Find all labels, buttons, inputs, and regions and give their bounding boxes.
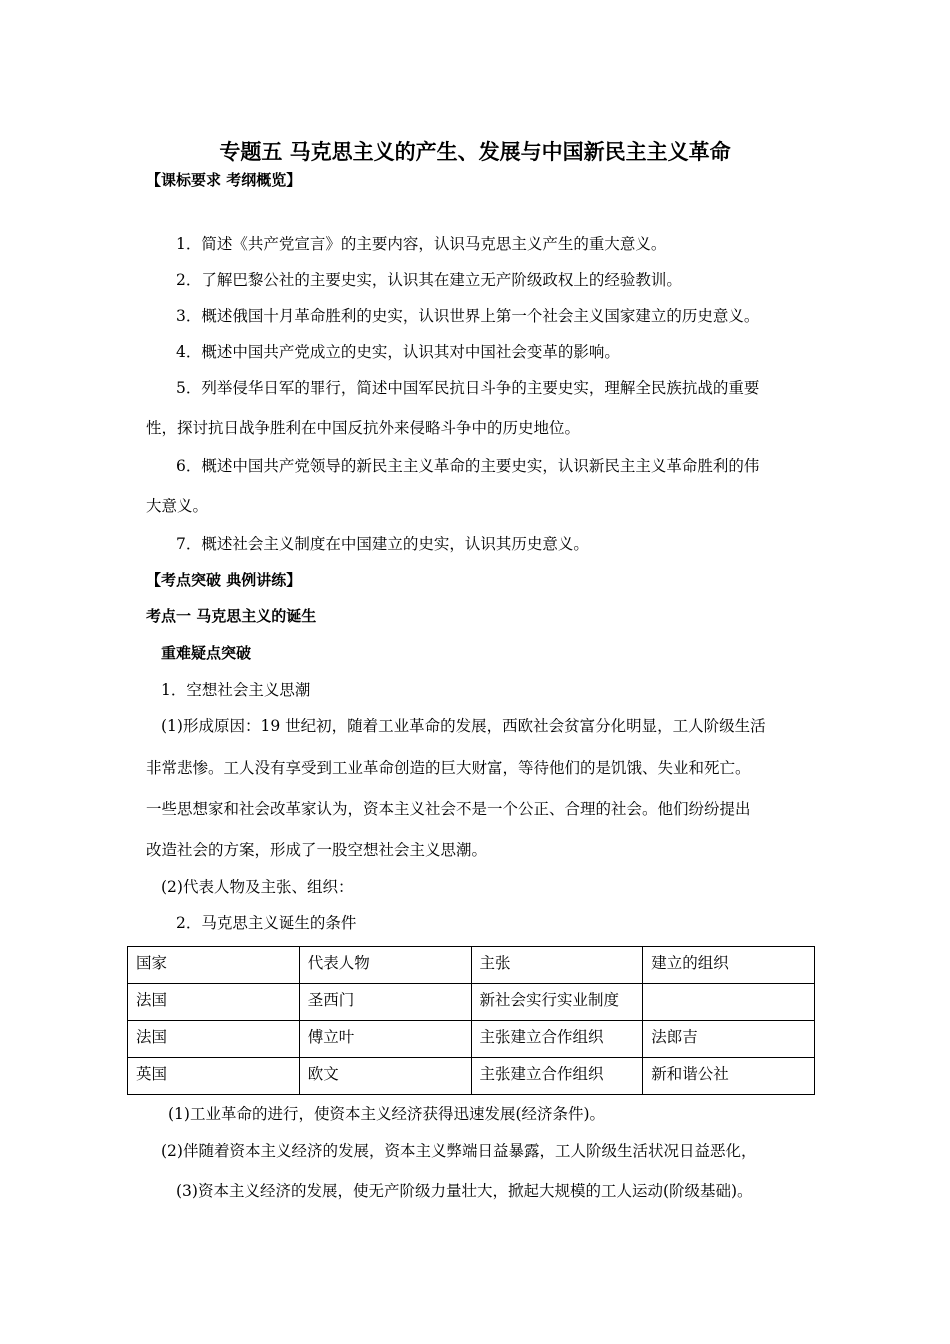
table-header-cell: 主张 xyxy=(471,947,643,984)
table-cell xyxy=(643,984,815,1021)
paragraph-line: 改造社会的方案，形成了一股空想社会主义思潮。 xyxy=(146,841,488,859)
condition-item: (3)资本主义经济的发展，使无产阶级力量壮大，掀起大规模的工人运动(阶级基础)。 xyxy=(176,1182,753,1200)
table-cell: 圣西门 xyxy=(299,984,471,1021)
point-heading: 考点一 马克思主义的诞生 xyxy=(146,607,317,625)
table-cell: 英国 xyxy=(128,1058,300,1095)
table-header-cell: 建立的组织 xyxy=(643,947,815,984)
table-cell: 法郎吉 xyxy=(643,1021,815,1058)
subheading: 重难疑点突破 xyxy=(161,644,252,662)
requirement-item: 6．概述中国共产党领导的新民主主义革命的主要史实，认识新民主主义革命胜利的伟 xyxy=(176,457,760,475)
condition-item: (2)伴随着资本主义经济的发展，资本主义弊端日益暴露，工人阶级生活状况日益恶化， xyxy=(161,1142,757,1160)
page-title: 专题五 马克思主义的产生、发展与中国新民主主义革命 xyxy=(219,140,731,164)
requirement-item: 5．列举侵华日军的罪行，简述中国军民抗日斗争的主要史实，理解全民族抗战的重要 xyxy=(176,379,760,397)
table-cell: 新和谐公社 xyxy=(643,1058,815,1095)
table-row xyxy=(128,984,815,1021)
item-title: 1．空想社会主义思潮 xyxy=(161,681,311,699)
requirement-item: 7．概述社会主义制度在中国建立的史实，认识其历史意义。 xyxy=(176,535,589,553)
table-row xyxy=(128,1058,815,1095)
requirement-item: 1．简述《共产党宣言》的主要内容，认识马克思主义产生的重大意义。 xyxy=(176,235,667,253)
paragraph-line: (1)形成原因：19 世纪初，随着工业革命的发展，西欧社会贫富分化明显，工人阶级生活 xyxy=(161,717,766,735)
paragraph-line: 非常悲惨。工人没有享受到工业革命创造的巨大财富，等待他们的是饥饿、失业和死亡。 xyxy=(146,759,751,777)
table-header-cell: 代表人物 xyxy=(299,947,471,984)
requirement-item: 2．了解巴黎公社的主要史实，认识其在建立无产阶级政权上的经验教训。 xyxy=(176,271,682,289)
table-cell: 法国 xyxy=(128,984,300,1021)
table-cell: 欧文 xyxy=(299,1058,471,1095)
paragraph-line: (2)代表人物及主张、组织： xyxy=(161,878,354,896)
table-header-cell: 国家 xyxy=(128,947,300,984)
requirement-item-continuation: 性，探讨抗日战争胜利在中国反抗外来侵略斗争中的历史地位。 xyxy=(146,419,581,437)
representatives-table xyxy=(127,946,815,1095)
item-title: 2．马克思主义诞生的条件 xyxy=(176,914,357,932)
table-cell: 主张建立合作组织 xyxy=(471,1058,643,1095)
paragraph-line: 一些思想家和社会改革家认为，资本主义社会不是一个公正、合理的社会。他们纷纷提出 xyxy=(146,800,751,818)
table-row xyxy=(128,1021,815,1058)
table-cell: 新社会实行实业制度 xyxy=(471,984,643,1021)
table-cell: 主张建立合作组织 xyxy=(471,1021,643,1058)
table-header-row xyxy=(128,947,815,984)
table-cell: 傅立叶 xyxy=(299,1021,471,1058)
condition-item: (1)工业革命的进行，使资本主义经济获得迅速发展(经济条件)。 xyxy=(168,1105,606,1123)
requirement-item: 4．概述中国共产党成立的史实，认识其对中国社会变革的影响。 xyxy=(176,343,620,361)
requirement-item-continuation: 大意义。 xyxy=(146,497,209,515)
requirement-item: 3．概述俄国十月革命胜利的史实，认识世界上第一个社会主义国家建立的历史意义。 xyxy=(176,307,760,325)
section-heading-requirements: 【课标要求 考纲概览】 xyxy=(146,171,302,189)
section-heading-breakthrough: 【考点突破 典例讲练】 xyxy=(146,571,302,589)
table-cell: 法国 xyxy=(128,1021,300,1058)
